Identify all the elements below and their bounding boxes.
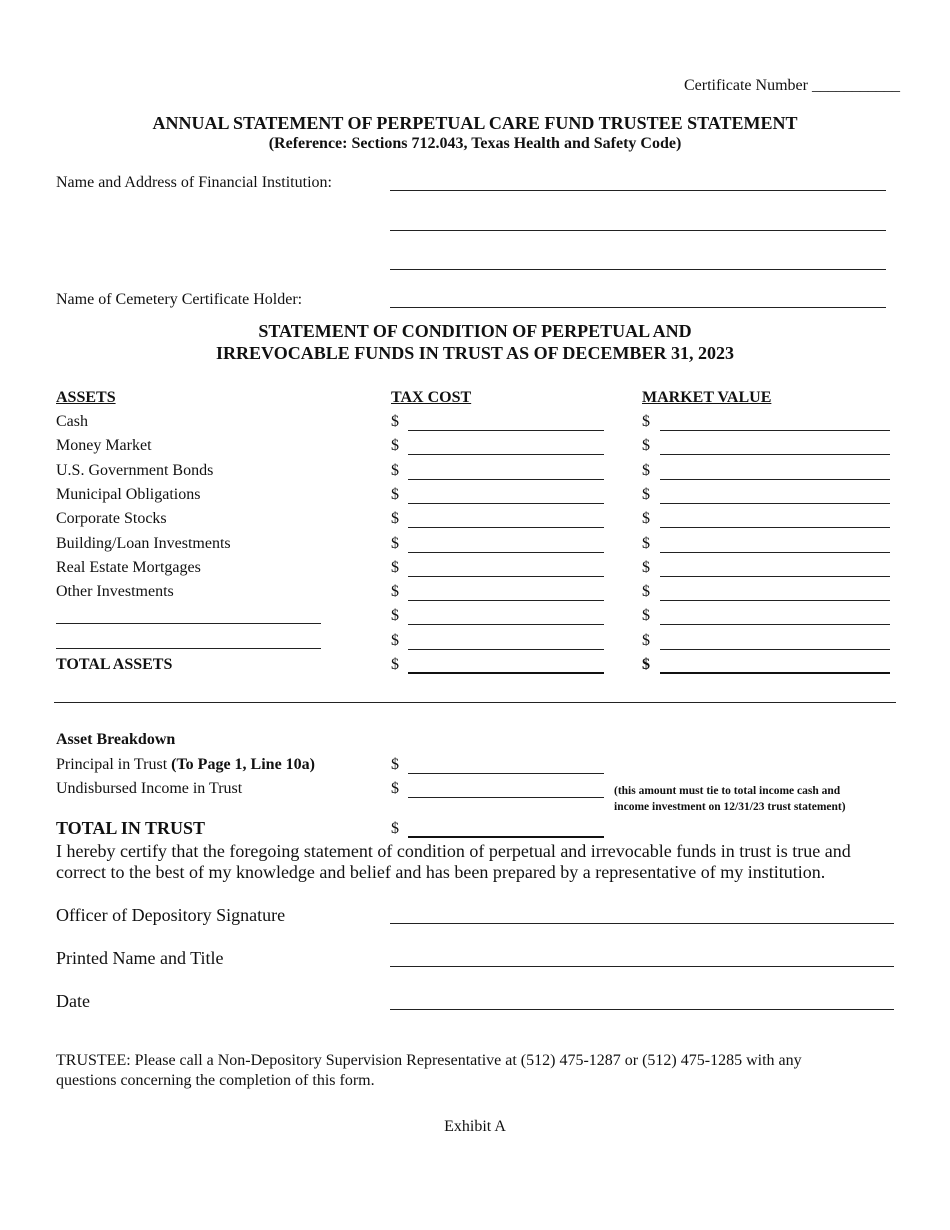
statement-heading-line1: STATEMENT OF CONDITION OF PERPETUAL AND: [258, 321, 692, 341]
total-in-trust-dollar: $: [391, 820, 399, 837]
undisbursed-label: Undisbursed Income in Trust: [56, 780, 243, 797]
asset-row-blank-label-field[interactable]: [56, 623, 321, 624]
total-in-trust-field[interactable]: [408, 836, 604, 838]
tax-cost-dollar: $: [391, 583, 399, 600]
market-value-field[interactable]: [660, 479, 890, 480]
form-reference: (Reference: Sections 712.043, Texas Health and Safety Code): [268, 135, 682, 152]
exhibit-label: Exhibit A: [444, 1118, 506, 1135]
market-value-dollar: $: [642, 632, 650, 649]
tax-cost-dollar: $: [391, 510, 399, 527]
tax-cost-dollar: $: [391, 462, 399, 479]
printed-name-field[interactable]: [390, 966, 894, 967]
asset-row-label: Cash: [56, 413, 88, 430]
market-value-field[interactable]: [660, 430, 890, 431]
date-label: Date: [56, 991, 90, 1011]
market-value-field[interactable]: [660, 503, 890, 504]
total-assets-market-dollar: $: [642, 656, 650, 673]
market-value-dollar: $: [642, 535, 650, 552]
principal-field[interactable]: [408, 773, 604, 774]
assets-header: ASSETS: [56, 389, 116, 406]
tax-cost-field[interactable]: [408, 576, 604, 577]
institution-line-3[interactable]: [390, 269, 886, 270]
total-assets-market-value-field[interactable]: [660, 672, 890, 674]
market-value-field[interactable]: [660, 576, 890, 577]
tax-cost-field[interactable]: [408, 430, 604, 431]
market-value-dollar: $: [642, 559, 650, 576]
tax-cost-dollar: $: [391, 607, 399, 624]
certification-line1: I hereby certify that the foregoing statement of condition of perpetual and irrevocable funds in trust is true and: [56, 841, 851, 861]
market-value-dollar: $: [642, 583, 650, 600]
market-value-dollar: $: [642, 413, 650, 430]
tax-cost-field[interactable]: [408, 479, 604, 480]
market-value-dollar: $: [642, 437, 650, 454]
institution-label: Name and Address of Financial Institution:: [56, 174, 332, 191]
printed-name-label: Printed Name and Title: [56, 948, 224, 968]
total-assets-label: TOTAL ASSETS: [56, 656, 173, 673]
market-value-field[interactable]: [660, 600, 890, 601]
tax-cost-header: TAX COST: [391, 389, 472, 406]
tax-cost-dollar: $: [391, 437, 399, 454]
institution-line-2[interactable]: [390, 230, 886, 231]
market-value-header: MARKET VALUE: [642, 389, 772, 406]
certificate-number-label: Certificate Number ___________: [684, 77, 900, 94]
tax-cost-dollar: $: [391, 413, 399, 430]
tax-cost-field[interactable]: [408, 600, 604, 601]
undisbursed-field[interactable]: [408, 797, 604, 798]
asset-row-label: Building/Loan Investments: [56, 535, 231, 552]
form-title: ANNUAL STATEMENT OF PERPETUAL CARE FUND TRUSTEE STATEMENT: [152, 113, 798, 133]
principal-label: Principal in Trust (To Page 1, Line 10a): [56, 756, 315, 773]
undisbursed-dollar: $: [391, 780, 399, 797]
market-value-field[interactable]: [660, 527, 890, 528]
market-value-field[interactable]: [660, 624, 890, 625]
tax-cost-dollar: $: [391, 535, 399, 552]
asset-row-blank-label-field[interactable]: [56, 648, 321, 649]
asset-row-label: Money Market: [56, 437, 152, 454]
institution-line-1[interactable]: [390, 190, 886, 191]
asset-row-label: Corporate Stocks: [56, 510, 167, 527]
tax-cost-field[interactable]: [408, 552, 604, 553]
asset-row-label: Other Investments: [56, 583, 174, 600]
asset-row-label: Real Estate Mortgages: [56, 559, 201, 576]
tax-cost-field[interactable]: [408, 649, 604, 650]
statement-heading-line2: IRREVOCABLE FUNDS IN TRUST AS OF DECEMBER 31, 2023: [216, 343, 734, 363]
section-divider: [54, 702, 896, 703]
market-value-field[interactable]: [660, 552, 890, 553]
total-assets-tax-cost-field[interactable]: [408, 672, 604, 674]
officer-signature-field[interactable]: [390, 923, 894, 924]
market-value-field[interactable]: [660, 454, 890, 455]
principal-dollar: $: [391, 756, 399, 773]
market-value-dollar: $: [642, 486, 650, 503]
market-value-dollar: $: [642, 607, 650, 624]
trustee-note-line2: questions concerning the completion of this form.: [56, 1072, 375, 1089]
market-value-field[interactable]: [660, 649, 890, 650]
officer-signature-label: Officer of Depository Signature: [56, 905, 286, 925]
tax-cost-field[interactable]: [408, 624, 604, 625]
asset-row-label: U.S. Government Bonds: [56, 462, 214, 479]
tax-cost-field[interactable]: [408, 503, 604, 504]
market-value-dollar: $: [642, 462, 650, 479]
total-in-trust-label: TOTAL IN TRUST: [56, 818, 206, 838]
holder-label: Name of Cemetery Certificate Holder:: [56, 291, 303, 308]
tax-cost-dollar: $: [391, 632, 399, 649]
date-field[interactable]: [390, 1009, 894, 1010]
asset-row-label: Municipal Obligations: [56, 486, 201, 503]
tax-cost-dollar: $: [391, 559, 399, 576]
trustee-note-line1: TRUSTEE: Please call a Non-Depository Supervision Representative at (512) 475-1287 or (512) 475-1285 with any: [56, 1052, 802, 1069]
certification-line2: correct to the best of my knowledge and belief and has been prepared by a representative of my institution.: [56, 862, 826, 882]
market-value-dollar: $: [642, 510, 650, 527]
tax-cost-dollar: $: [391, 486, 399, 503]
breakdown-heading: Asset Breakdown: [56, 731, 176, 748]
tax-cost-field[interactable]: [408, 527, 604, 528]
tax-cost-field[interactable]: [408, 454, 604, 455]
total-assets-tax-dollar: $: [391, 656, 399, 673]
holder-line[interactable]: [390, 307, 886, 308]
undisbursed-note-line2: income investment on 12/31/23 trust statement): [614, 801, 846, 813]
undisbursed-note-line1: (this amount must tie to total income cash and: [614, 785, 841, 797]
